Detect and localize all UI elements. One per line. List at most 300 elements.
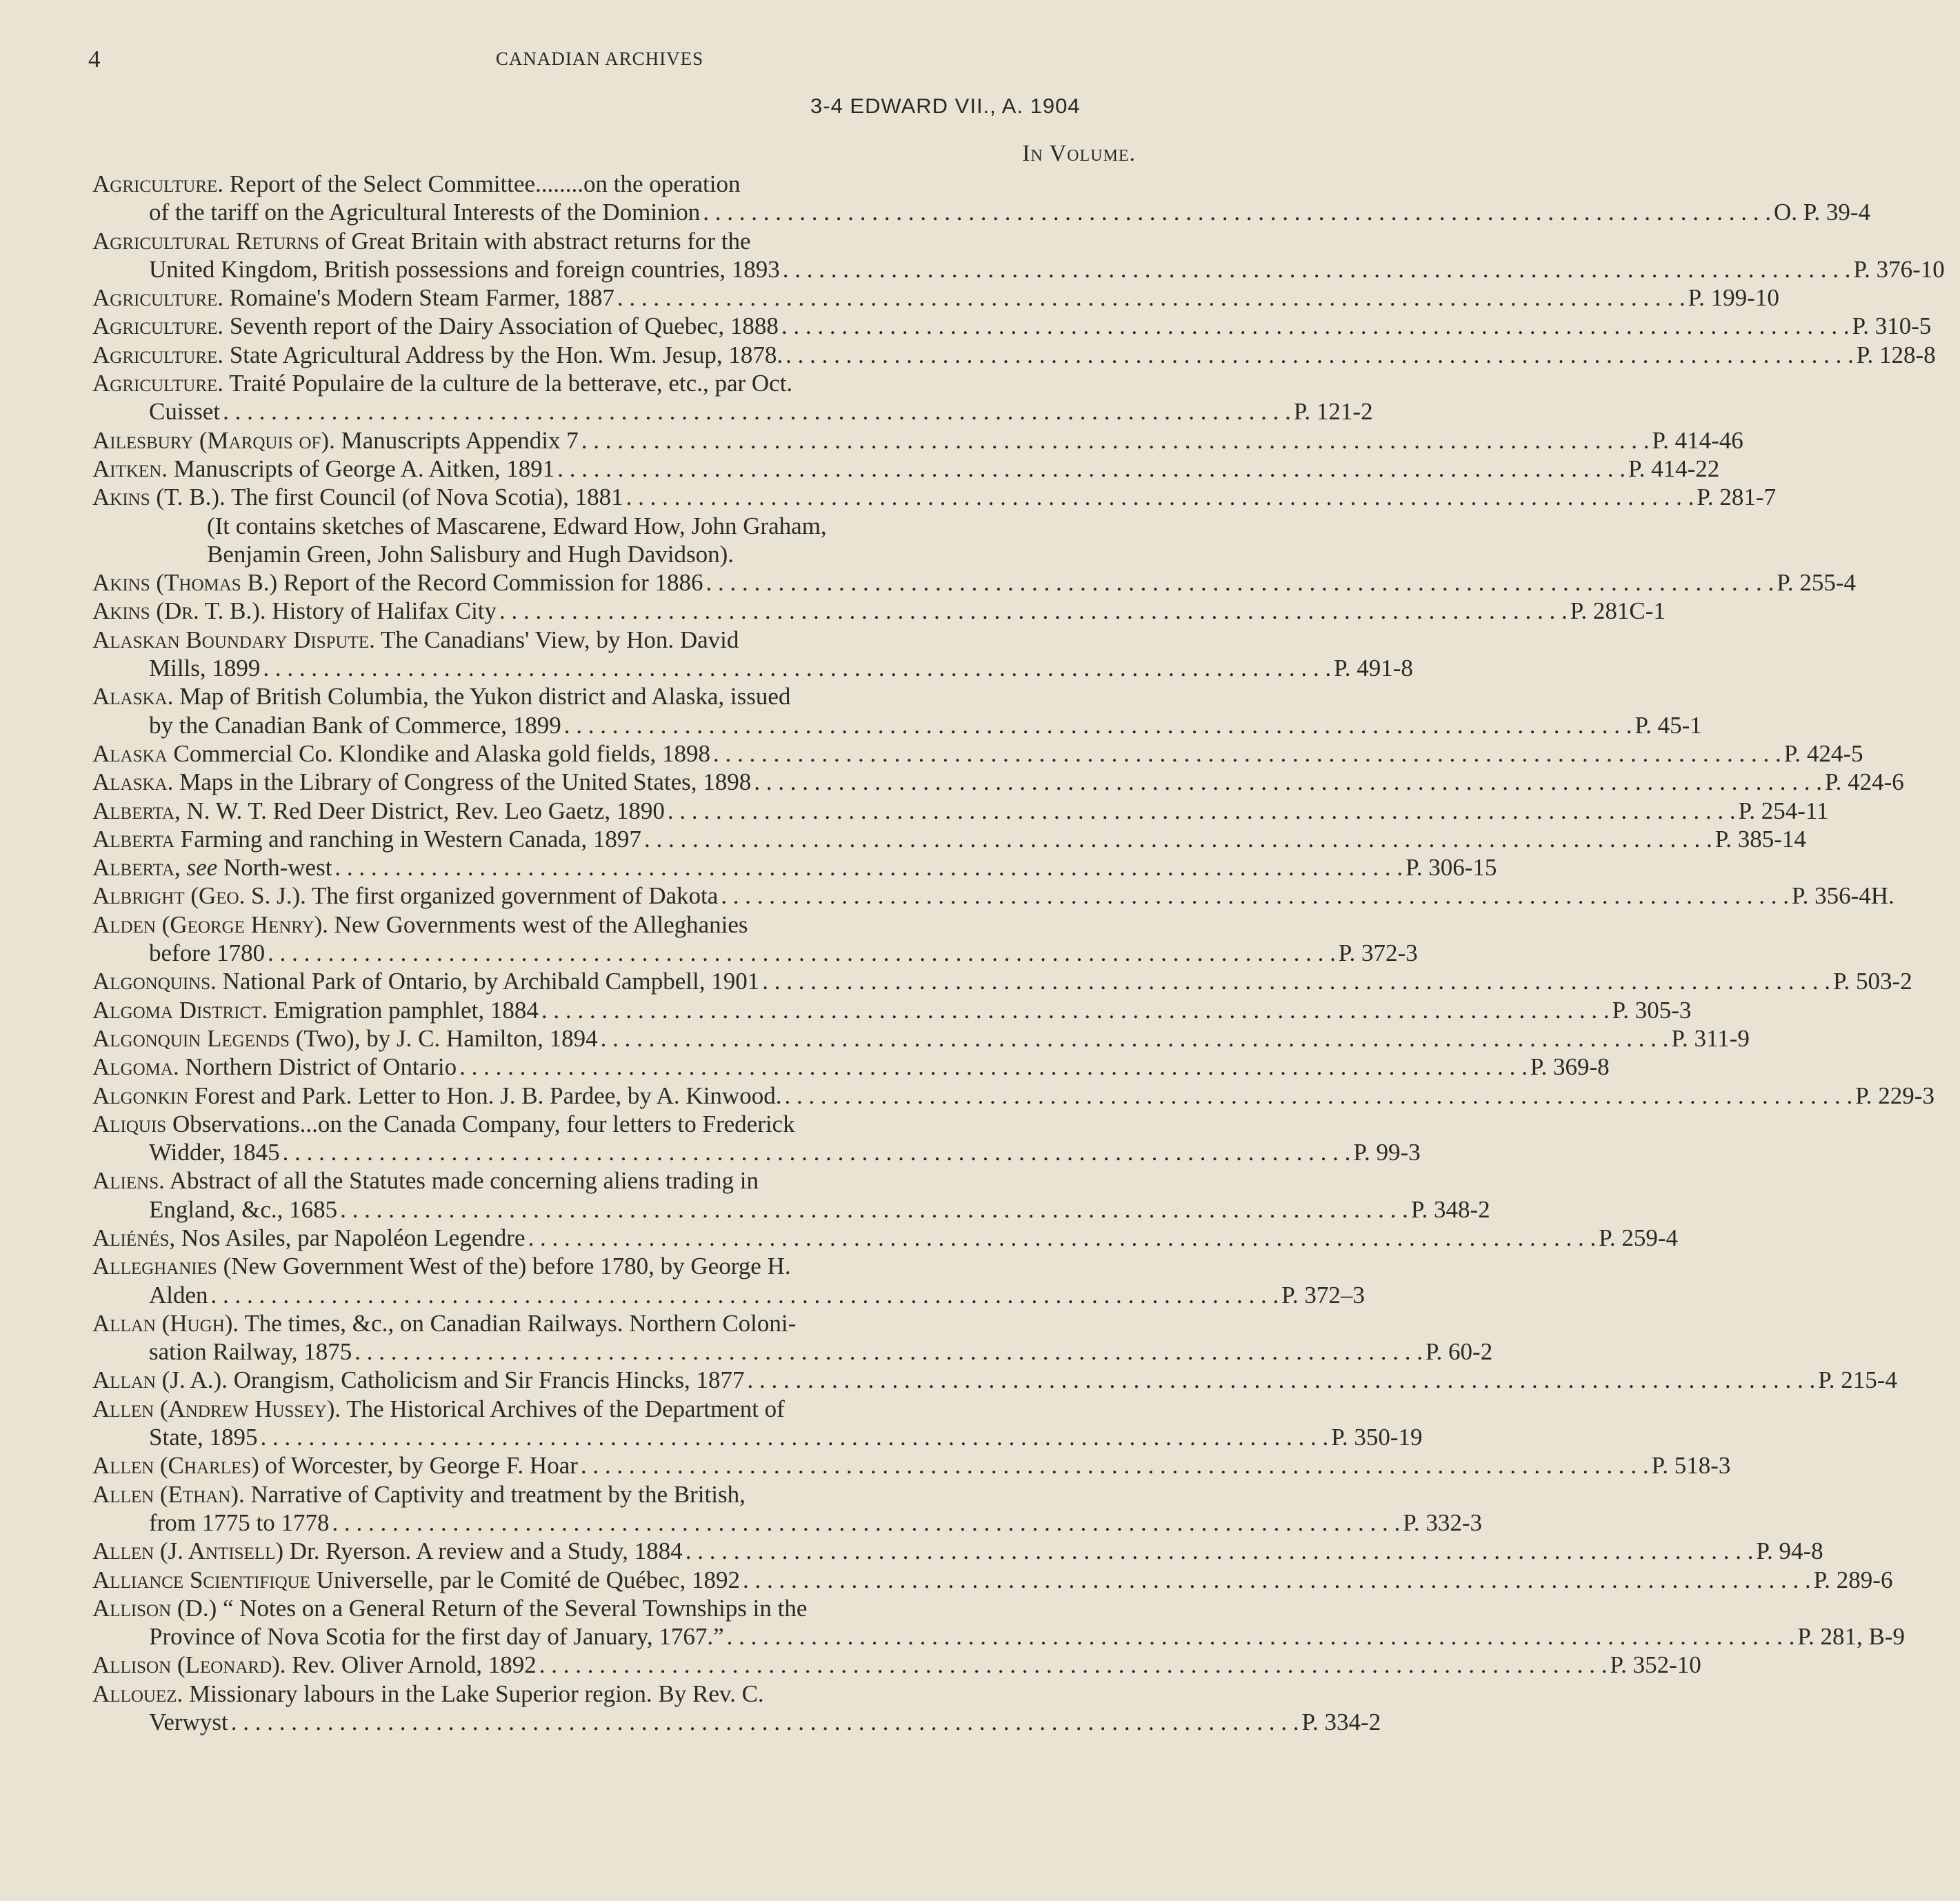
entry-text: [92, 825, 641, 853]
entry-heading: Alleghanies: [92, 1253, 217, 1280]
entry-heading: Algoma.: [92, 1053, 179, 1081]
entry-line: [92, 455, 1720, 483]
entry-description: Orangism, Catholicism and Sir Francis Hincks, 1877: [233, 1366, 745, 1394]
entry-line: [92, 1480, 1102, 1509]
entry-text: [92, 1110, 795, 1138]
entry-description: Commercial Co. Klondike and Alaska gold fields, 1898: [173, 739, 711, 767]
index-entry: [92, 1451, 1731, 1480]
entry-description: Forest and Park. Letter to Hon. J. B. Pardee, by A. Kinwood.: [194, 1082, 782, 1109]
entry-line: [92, 825, 1806, 853]
entry-note-line: [92, 512, 1102, 540]
entry-line: [92, 1423, 1423, 1451]
entry-text: [92, 170, 740, 198]
entry-line: [92, 1680, 1102, 1708]
dot-leader: [528, 1224, 1597, 1252]
index-entry: [92, 1224, 1678, 1252]
entry-description: Universelle, par le Comité de Québec, 1892: [316, 1566, 740, 1593]
volume-reference: P. 259-4: [1599, 1224, 1678, 1251]
entry-description: Province of Nova Scotia for the first day of January, 1767.”: [149, 1623, 724, 1651]
volume-reference: P. 281-7: [1697, 484, 1777, 511]
entry-line: [92, 882, 1894, 910]
entry-line: [92, 996, 1692, 1024]
entry-line: [92, 654, 1413, 682]
entry-description: The first organized government of Dakota: [311, 882, 719, 910]
entry-text: [149, 939, 265, 967]
entry-text: [92, 369, 792, 397]
index-entry: [92, 1110, 1421, 1167]
entry-description: from 1775 to 1778: [149, 1509, 330, 1536]
index-entry: [92, 1252, 1365, 1309]
volume-reference: P. 310-5: [1852, 312, 1932, 340]
entry-heading: Agriculture.: [92, 370, 224, 397]
entry-description: before 1780: [149, 939, 266, 967]
volume-reference: P. 348-2: [1410, 1195, 1490, 1223]
volume-reference: P. 424-5: [1783, 739, 1863, 767]
entry-heading: Alberta,: [92, 797, 181, 824]
entry-heading: Agriculture.: [92, 170, 224, 197]
entry-text: [92, 312, 779, 340]
entry-line: [92, 1138, 1421, 1166]
volume-reference: P. 503-2: [1832, 968, 1912, 995]
entry-heading: Agriculture.: [92, 312, 224, 340]
index-entry: [92, 1024, 1750, 1053]
dot-leader: [211, 1281, 1279, 1309]
entry-line: [92, 967, 1912, 995]
entry-description: Missionary labours in the Lake Superior region. By Rev. C.: [188, 1680, 764, 1707]
entry-text: [92, 797, 665, 825]
entry-heading: Algonquin Legends: [92, 1024, 290, 1052]
volume-reference: P. 356-4H.: [1792, 882, 1894, 910]
volume-reference: P. 281C-1: [1570, 597, 1666, 625]
entry-line: [92, 1622, 1905, 1651]
entry-description: Emigration pamphlet, 1884: [273, 996, 539, 1024]
volume-reference: P. 518-3: [1651, 1452, 1731, 1480]
entry-heading: Akins (Dr. T. B.).: [92, 597, 266, 625]
dot-leader: [783, 255, 1851, 283]
entry-line: [92, 1537, 1823, 1565]
entry-text: [92, 910, 748, 939]
dot-leader: [332, 1509, 1401, 1537]
dot-leader: [268, 939, 1336, 967]
dot-leader: [781, 312, 1850, 340]
index-entry: [92, 1594, 1905, 1651]
entry-heading: Agricultural Returns: [92, 227, 319, 255]
entry-text: [92, 1680, 764, 1708]
entry-line: [92, 1166, 1102, 1195]
entry-description: The Canadians' View, by Hon. David: [381, 626, 739, 653]
dot-leader: [644, 825, 1712, 853]
entry-heading: Aliquis: [92, 1110, 167, 1137]
index-entry: [92, 1166, 1490, 1224]
entry-line: [92, 1024, 1750, 1053]
entry-text: [92, 1082, 781, 1110]
index-entry: [92, 227, 1945, 284]
dot-leader: [340, 1195, 1408, 1224]
dot-leader: [231, 1708, 1299, 1736]
entry-heading: Ailesbury (Marquis of).: [92, 426, 335, 454]
entry-description: Cuisset: [149, 398, 221, 426]
entry-text: [92, 455, 554, 483]
index-entry: [92, 626, 1413, 683]
entry-text: [149, 654, 260, 682]
index-entry: [92, 882, 1894, 910]
entry-text: [92, 1566, 740, 1594]
dot-leader: [626, 483, 1694, 511]
index-entry: [92, 568, 1856, 597]
entry-text: [92, 227, 751, 255]
dot-leader: [762, 967, 1830, 995]
entry-description: Rev. Oliver Arnold, 1892: [292, 1651, 537, 1679]
entry-text: [149, 1337, 352, 1366]
entry-description: Report of the Select Committee........on the operation: [229, 170, 741, 197]
entry-description: National Park of Ontario, by Archibald Campbell, 1901: [222, 968, 760, 995]
entry-description: Map of British Columbia, the Yukon district and Alaska, issued: [179, 683, 791, 710]
dot-leader: [564, 711, 1632, 739]
index-entry: [92, 768, 1904, 796]
entry-heading: Alaskan Boundary Dispute.: [92, 626, 375, 653]
entry-description: “ Notes on a General Return of the Several Townships in the: [223, 1594, 808, 1622]
entry-line: [92, 1053, 1610, 1081]
entry-line: [92, 1224, 1678, 1252]
entry-heading: Alliance Scientifique: [92, 1566, 310, 1593]
dot-leader: [754, 768, 1822, 796]
entry-text: [92, 1053, 457, 1081]
entry-line: [92, 1566, 1893, 1594]
entry-text: [92, 1480, 746, 1509]
entry-line: [92, 369, 1102, 397]
entry-text: [92, 967, 759, 995]
entry-line: [92, 426, 1743, 455]
entry-heading: Allison (D.): [92, 1594, 217, 1622]
entry-description: by the Canadian Bank of Commerce, 1899: [149, 711, 561, 739]
volume-reference: P. 491-8: [1334, 655, 1413, 682]
entry-text: [92, 768, 751, 796]
index-entry: [92, 312, 1932, 340]
index-entry: [92, 1395, 1423, 1452]
index-entry: [92, 1366, 1897, 1394]
index-entry: [92, 739, 1863, 768]
index-entry: [92, 910, 1418, 968]
entry-text: [92, 568, 703, 597]
entry-line: [92, 939, 1418, 967]
entry-description: England, &c., 1685: [149, 1195, 338, 1223]
entry-heading: Alaska: [92, 739, 168, 767]
dot-leader: [263, 654, 1331, 682]
dot-leader: [557, 455, 1626, 483]
entry-description: The first Council (of Nova Scotia), 1881: [230, 484, 623, 511]
entry-description: Manuscripts Appendix 7: [341, 426, 579, 454]
entry-line: [92, 483, 1777, 511]
entry-line: [92, 1281, 1365, 1309]
running-head: CANADIAN ARCHIVES: [495, 48, 704, 69]
dot-leader: [459, 1053, 1528, 1081]
entry-description: History of Halifax City: [272, 597, 497, 625]
entry-text: [149, 397, 220, 426]
entry-note-line: [92, 540, 1102, 568]
index-entry: [92, 341, 1936, 369]
dot-leader: [747, 1366, 1815, 1394]
see-reference: see: [186, 854, 218, 882]
dot-leader: [354, 1337, 1423, 1366]
entry-description: Observations...on the Canada Company, four letters to Frederick: [172, 1110, 795, 1137]
index-entry: [92, 483, 1777, 568]
dot-leader: [786, 341, 1854, 369]
index-entry: [92, 1537, 1823, 1565]
entry-description: sation Railway, 1875: [149, 1338, 352, 1366]
entry-description: State, 1895: [149, 1424, 258, 1451]
entry-line: [92, 682, 1102, 710]
entry-text: [149, 1708, 228, 1736]
dot-leader: [668, 797, 1736, 825]
entry-description: Dr. Ryerson. A review and a Study, 1884: [289, 1537, 683, 1565]
entry-text: [149, 1195, 337, 1224]
entry-description: N. W. T. Red Deer District, Rev. Leo Gaetz, 1890: [186, 797, 665, 824]
entry-heading: Agriculture.: [92, 284, 224, 312]
volume-reference: P. 121-2: [1293, 398, 1373, 426]
entry-line: [92, 568, 1856, 597]
entry-line: [92, 853, 1497, 882]
dot-leader: [601, 1024, 1669, 1053]
volume-reference: P. 281, B-9: [1797, 1623, 1905, 1651]
index-entry: [92, 369, 1373, 426]
index-entry: [92, 283, 1779, 312]
entry-text: [92, 483, 623, 511]
volume-reference: P. 94-8: [1756, 1537, 1823, 1565]
entry-text: [92, 426, 579, 455]
volume-reference: P. 385-14: [1714, 825, 1806, 853]
entry-description: Report of the Record Commission for 1886: [283, 569, 703, 597]
entry-text: [149, 1138, 280, 1166]
volume-reference: P. 424-6: [1825, 768, 1904, 796]
entry-heading: Allouez.: [92, 1680, 183, 1707]
index-entry: [92, 1566, 1893, 1594]
entry-text: [92, 1224, 526, 1252]
dot-leader: [581, 1451, 1649, 1480]
entry-heading: Alberta,: [92, 854, 181, 882]
entry-heading: Allen (Charles): [92, 1452, 259, 1480]
entry-line: [92, 1651, 1701, 1679]
entry-line: [92, 198, 1871, 226]
entry-description: Widder, 1845: [149, 1139, 280, 1166]
volume-reference: P. 128-8: [1856, 341, 1936, 368]
entry-heading: Aliénés,: [92, 1224, 176, 1251]
entry-note: Benjamin Green, John Salisbury and Hugh Davidson).: [207, 540, 734, 568]
entry-description: State Agricultural Address by the Hon. Wm. Jesup, 1878.: [229, 341, 783, 368]
entry-line: [92, 739, 1863, 768]
volume-reference: P. 311-9: [1671, 1024, 1750, 1052]
entry-text: [92, 597, 497, 625]
entry-description: Traité Populaire de la culture de la betterave, etc., par Oct.: [229, 370, 793, 397]
entry-description: Abstract of all the Statutes made concerning aliens trading in: [169, 1167, 759, 1195]
entry-heading: Albright (Geo. S. J.).: [92, 882, 306, 910]
entry-text: [149, 711, 561, 739]
volume-reference: P. 229-3: [1855, 1082, 1934, 1109]
entry-line: [92, 910, 1102, 939]
entry-line: [92, 1110, 1102, 1138]
entry-heading: Allen (J. Antisell): [92, 1537, 284, 1565]
volume-reference: P. 334-2: [1301, 1709, 1381, 1736]
entry-heading: Algonkin: [92, 1082, 189, 1109]
entry-text: [92, 882, 718, 910]
entry-description: Mills, 1899: [149, 655, 261, 682]
index-entry: [92, 170, 1871, 227]
entry-line: [92, 170, 1102, 198]
dot-leader: [617, 283, 1686, 312]
entry-text: [92, 682, 790, 710]
entry-line: [92, 1509, 1483, 1537]
entry-line: [92, 312, 1932, 340]
entry-text: [92, 1166, 759, 1195]
index-entry: [92, 1309, 1493, 1366]
entry-heading: Allen (Andrew Hussey).: [92, 1395, 341, 1422]
entry-line: [92, 597, 1666, 625]
entry-heading: Allan (J. A.).: [92, 1366, 228, 1394]
entry-heading: Alberta: [92, 825, 174, 853]
entry-description: Northern District of Ontario: [185, 1053, 457, 1081]
entry-line: [92, 1451, 1731, 1480]
dot-leader: [703, 198, 1771, 226]
entry-heading: Akins (T. B.).: [92, 484, 226, 511]
index-entry: [92, 797, 1829, 825]
entry-description: Verwyst: [149, 1709, 228, 1736]
entry-text: [92, 1395, 785, 1423]
entry-description: Narrative of Captivity and treatment by the British,: [250, 1480, 746, 1508]
entry-description: of Great Britain with abstract returns for the: [325, 227, 751, 255]
index-entry: [92, 1680, 1381, 1737]
entry-heading: Akins (Thomas B.): [92, 569, 278, 597]
index-entry: [92, 825, 1806, 853]
dot-leader: [283, 1138, 1351, 1166]
dot-leader: [743, 1566, 1811, 1594]
entry-description: Manuscripts of George A. Aitken, 1891: [173, 455, 555, 482]
entry-heading: Algoma District.: [92, 996, 268, 1024]
entry-heading: Alaska.: [92, 768, 174, 796]
dot-leader: [499, 597, 1568, 625]
entry-description: Nos Asiles, par Napoléon Legendre: [181, 1224, 526, 1251]
entry-heading: Allison (Leonard).: [92, 1651, 286, 1679]
volume-reference: P. 255-4: [1777, 569, 1856, 597]
entry-description: Farming and ranching in Western Canada, 1897: [180, 825, 641, 853]
entry-text: [149, 1423, 257, 1451]
dot-leader: [784, 1082, 1852, 1110]
entry-line: [92, 283, 1779, 312]
entry-line: [92, 397, 1373, 426]
entry-line: [92, 1082, 1934, 1110]
entry-line: [92, 1309, 1102, 1337]
entry-line: [92, 1395, 1102, 1423]
entry-text: [149, 198, 700, 226]
volume-reference: P. 414-22: [1628, 455, 1720, 482]
dot-leader: [539, 1651, 1608, 1679]
entry-text: [92, 853, 332, 882]
entry-description: (Two), by J. C. Hamilton, 1894: [295, 1024, 598, 1052]
entry-line: [92, 1337, 1493, 1366]
index-entry: [92, 853, 1497, 882]
entry-text: [92, 1594, 807, 1622]
entry-text: [92, 1537, 683, 1565]
volume-reference: P. 372-3: [1338, 939, 1418, 967]
entry-heading: Allan (Hugh).: [92, 1309, 239, 1337]
entry-description: New Governments west of the Alleghanies: [334, 910, 748, 938]
entry-heading: Aliens.: [92, 1167, 165, 1195]
volume-reference: P. 306-15: [1406, 854, 1497, 882]
entry-description: Maps in the Library of Congress of the United States, 1898: [179, 768, 752, 796]
index-entry: [92, 1053, 1610, 1081]
volume-reference: P. 60-2: [1425, 1338, 1493, 1366]
entry-heading: Algonquins.: [92, 968, 217, 995]
entry-description: Romaine's Modern Steam Farmer, 1887: [229, 284, 614, 312]
entry-line: [92, 1252, 1102, 1280]
entry-text: [149, 255, 780, 283]
entry-description: Seventh report of the Dairy Association of Quebec, 1888: [229, 312, 779, 340]
dot-leader: [686, 1537, 1754, 1565]
entry-text: [92, 626, 739, 654]
entry-line: [92, 768, 1904, 796]
index-entry: [92, 1651, 1701, 1679]
volume-reference: P. 352-10: [1610, 1651, 1701, 1679]
dot-leader: [260, 1423, 1328, 1451]
entry-line: [92, 711, 1702, 739]
volume-reference: P. 350-19: [1331, 1424, 1423, 1451]
entry-line: [92, 626, 1102, 654]
volume-reference: P. 254-11: [1738, 797, 1829, 824]
entry-description: North-west: [223, 854, 332, 882]
entry-text: [92, 739, 710, 768]
index-entry: [92, 996, 1692, 1024]
dot-leader: [541, 996, 1610, 1024]
volume-reference: P. 369-8: [1530, 1053, 1610, 1081]
index-entry: [92, 426, 1743, 455]
entry-text: [149, 1622, 724, 1651]
index-entry: [92, 1480, 1483, 1537]
dot-leader: [727, 1622, 1795, 1651]
entry-line: [92, 341, 1936, 369]
entry-text: [92, 996, 539, 1024]
column-head: In Volume.: [1022, 141, 1136, 166]
entry-description: of the tariff on the Agricultural Interests of the Dominion: [149, 199, 701, 226]
volume-reference: P. 215-4: [1818, 1366, 1897, 1394]
volume-reference: O. P. 39-4: [1774, 199, 1871, 226]
index-entries: [92, 170, 1945, 1736]
volume-reference: P. 372–3: [1281, 1281, 1365, 1308]
entry-text: [92, 1651, 537, 1679]
entry-line: [92, 1708, 1381, 1736]
dot-leader: [706, 568, 1774, 597]
entry-text: [92, 283, 614, 312]
entry-text: [92, 1024, 598, 1053]
entry-text: [92, 1366, 744, 1394]
entry-note: (It contains sketches of Mascarene, Edward How, John Graham,: [207, 512, 827, 539]
entry-description: The times, &c., on Canadian Railways. Northern Coloni-: [244, 1309, 797, 1337]
entry-text: [149, 1281, 208, 1309]
volume-reference: P. 414-46: [1652, 426, 1743, 454]
dot-leader: [713, 739, 1781, 768]
volume-reference: P. 99-3: [1353, 1139, 1421, 1166]
entry-heading: Agriculture.: [92, 341, 224, 368]
session-header: 3-4 EDWARD VII., A. 1904: [810, 94, 1081, 118]
entry-description: United Kingdom, British possessions and foreign countries, 1893: [149, 255, 780, 283]
entry-line: [92, 227, 1102, 255]
entry-line: [92, 255, 1945, 283]
entry-text: [92, 1451, 578, 1480]
index-entry: [92, 682, 1702, 739]
entry-heading: Allen (Ethan).: [92, 1480, 245, 1508]
volume-reference: P. 305-3: [1612, 996, 1692, 1024]
entry-text: [92, 1309, 796, 1337]
volume-reference: P. 332-3: [1403, 1509, 1483, 1536]
entry-line: [92, 1366, 1897, 1394]
page-number: 4: [88, 46, 101, 72]
